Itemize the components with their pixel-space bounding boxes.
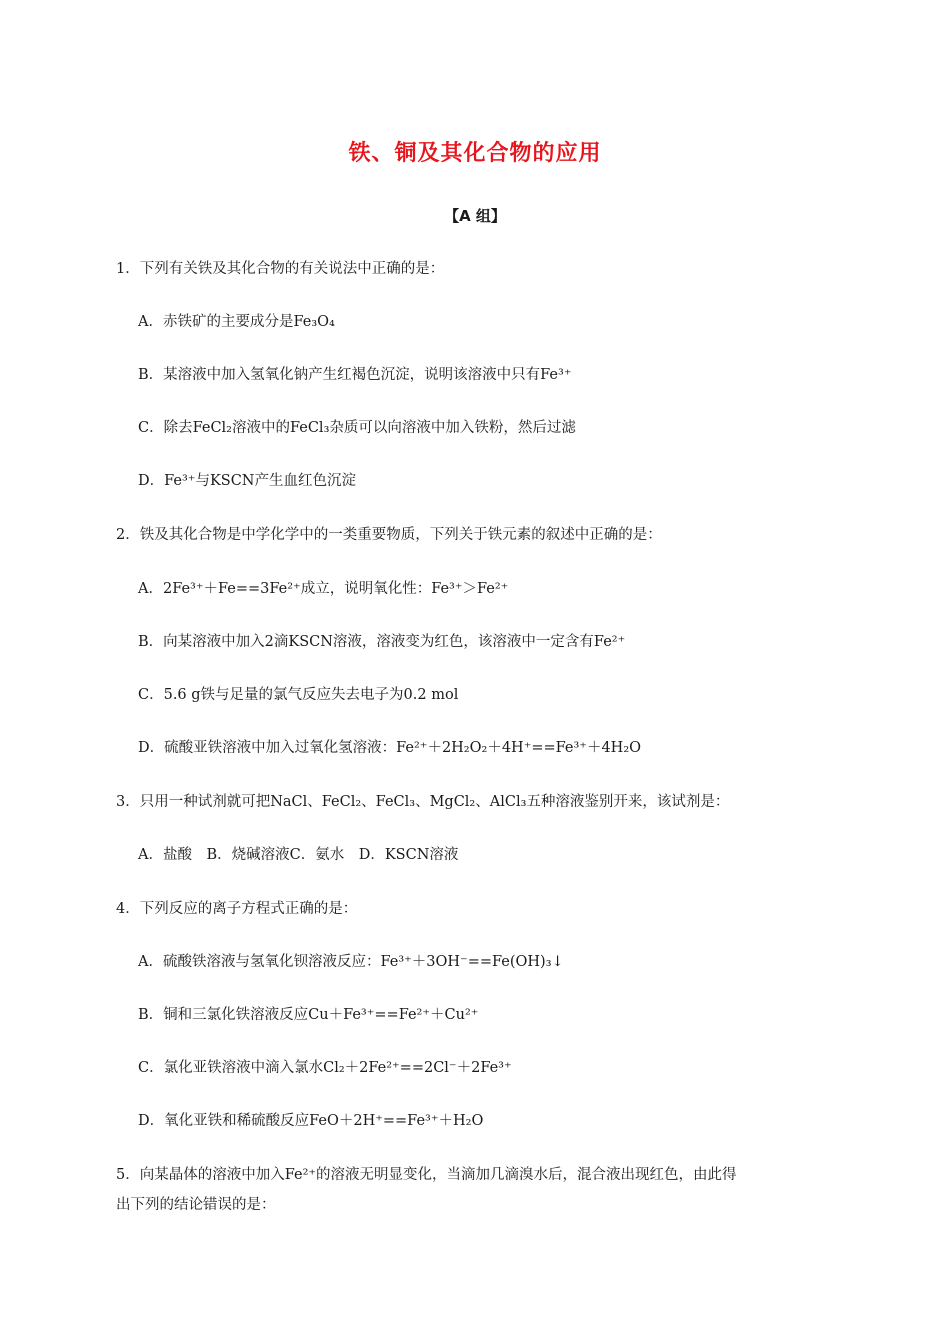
question-2-option-b: B．向某溶液中加入2滴KSCN溶液，溶液变为红色，该溶液中一定含有Fe²⁺ (138, 634, 626, 650)
question-1-option-a: A．赤铁矿的主要成分是Fe₃O₄ (138, 314, 335, 330)
question-1-option-c: C．除去FeCl₂溶液中的FeCl₃杂质可以向溶液中加入铁粉，然后过滤 (138, 420, 576, 436)
question-2-stem: 2．铁及其化合物是中学化学中的一类重要物质，下列关于铁元素的叙述中正确的是： (116, 527, 662, 543)
question-5-stem-line-1: 5．向某晶体的溶液中加入Fe²⁺的溶液无明显变化，当滴加几滴溴水后，混合液出现红色，由此得 (116, 1167, 737, 1183)
question-2-option-a: A．2Fe³⁺＋Fe==3Fe²⁺成立，说明氧化性：Fe³⁺＞Fe²⁺ (138, 581, 509, 597)
question-2-option-c: C．5.6 g铁与足量的氯气反应失去电子为0.2 mol (138, 687, 459, 703)
question-4-option-a: A．硫酸铁溶液与氢氧化钡溶液反应：Fe³⁺＋3OH⁻==Fe(OH)₃↓ (138, 954, 564, 970)
question-1-option-d: D．Fe³⁺与KSCN产生血红色沉淀 (138, 473, 356, 489)
question-4-stem: 4．下列反应的离子方程式正确的是： (116, 901, 358, 917)
question-3-stem: 3．只用一种试剂就可把NaCl、FeCl₂、FeCl₃、MgCl₂、AlCl₃五种溶液鉴别开来，该试剂是： (116, 794, 730, 810)
question-5-stem-line-2: 出下列的结论错误的是： (116, 1197, 276, 1213)
group-heading: 【A 组】 (444, 207, 506, 225)
question-2-option-d: D．硫酸亚铁溶液中加入过氧化氢溶液：Fe²⁺＋2H₂O₂＋4H⁺==Fe³⁺＋4H₂O (138, 740, 642, 756)
question-4-option-b: B．铜和三氯化铁溶液反应Cu＋Fe³⁺==Fe²⁺＋Cu²⁺ (138, 1007, 479, 1023)
question-4-option-d: D．氧化亚铁和稀硫酸反应FeO＋2H⁺==Fe³⁺＋H₂O (138, 1113, 484, 1129)
question-4-option-c: C．氯化亚铁溶液中滴入氯水Cl₂＋2Fe²⁺==2Cl⁻＋2Fe³⁺ (138, 1060, 512, 1076)
question-1-stem: 1．下列有关铁及其化合物的有关说法中正确的是： (116, 261, 445, 277)
question-3-options: A．盐酸 B．烧碱溶液C．氨水 D．KSCN溶液 (138, 847, 459, 863)
question-1-option-b: B．某溶液中加入氢氧化钠产生红褐色沉淀，说明该溶液中只有Fe³⁺ (138, 367, 572, 383)
page-title: 铁、铜及其化合物的应用 (348, 141, 602, 166)
